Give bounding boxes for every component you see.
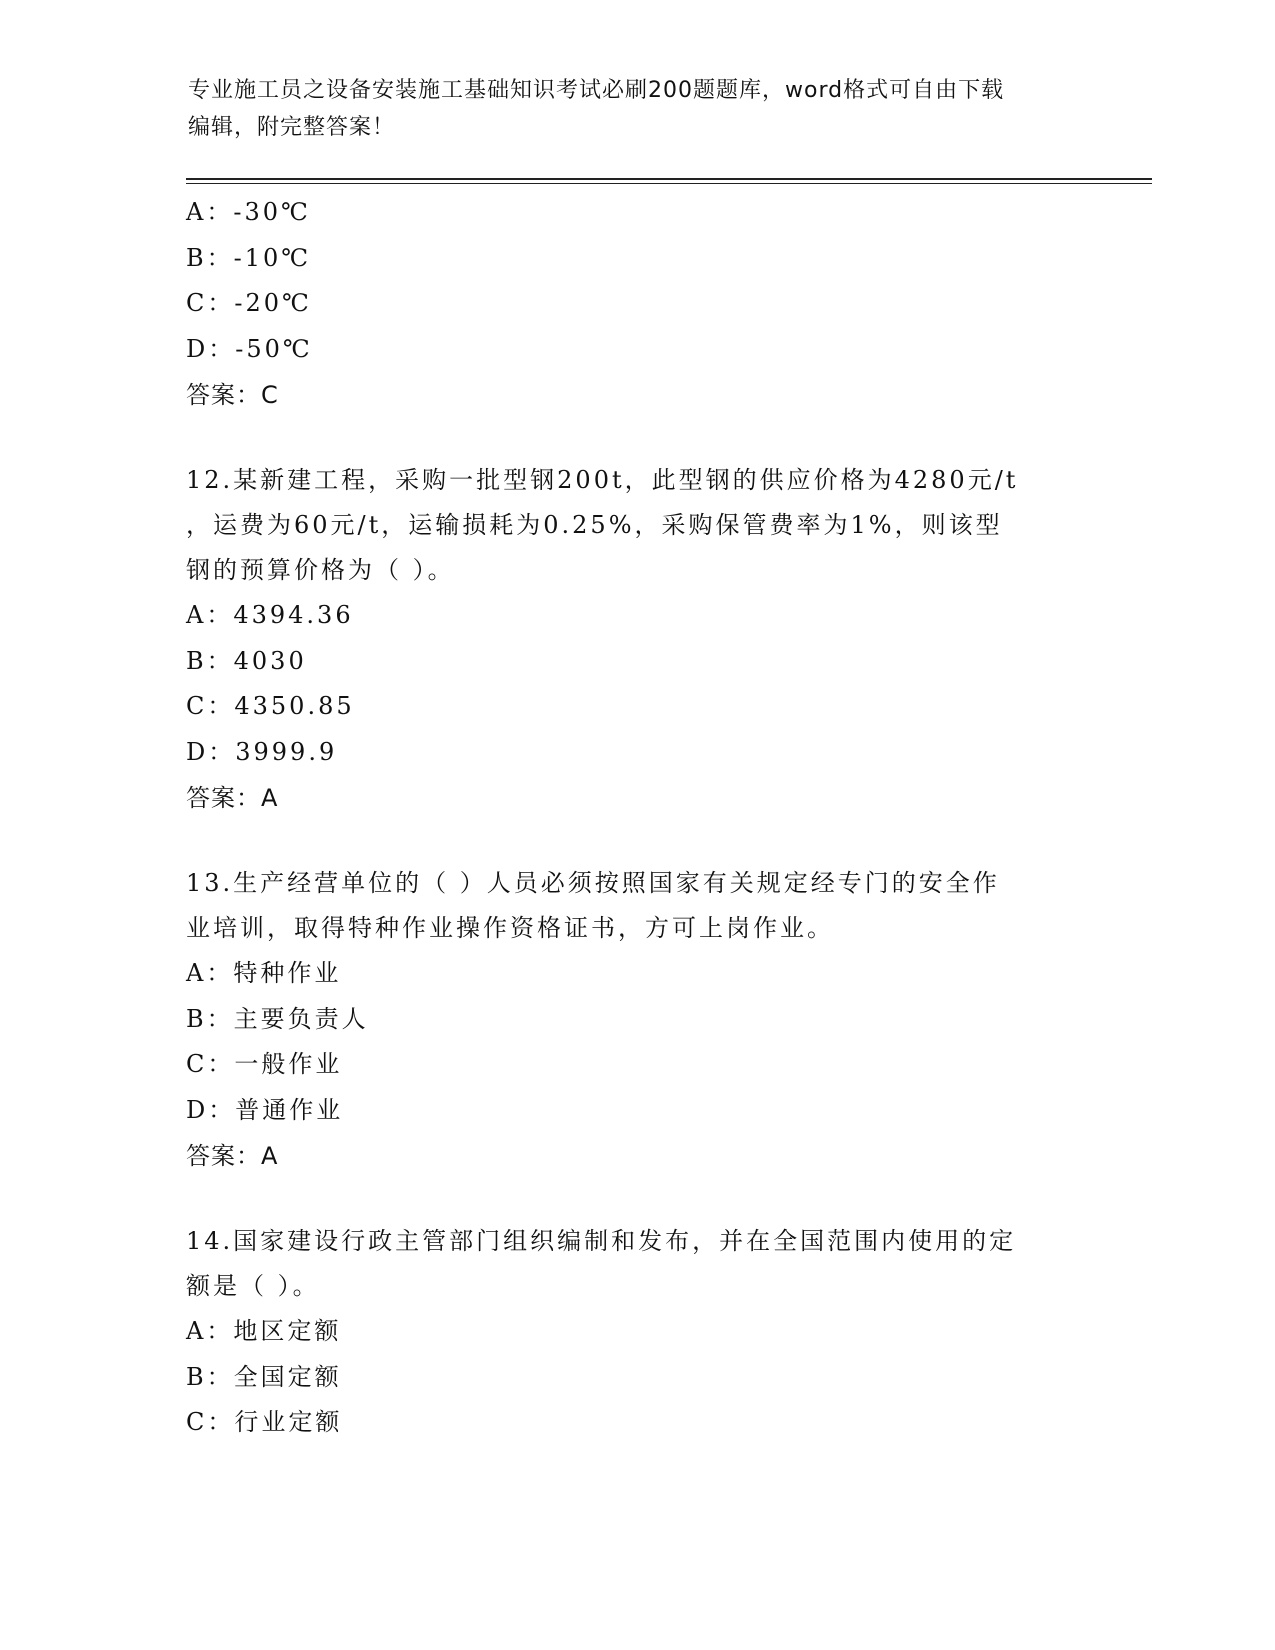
option-label: B： (186, 646, 234, 675)
answer: 答案：A (186, 784, 279, 812)
option-text: 全国定额 (233, 1362, 342, 1391)
header-title-line-2: 编辑，附完整答案！ (188, 115, 396, 140)
option-text: 一般作业 (234, 1050, 343, 1078)
option-label: C： (186, 1408, 235, 1436)
option-c (186, 281, 1086, 327)
document-header (188, 72, 1068, 146)
option-label: B： (186, 243, 234, 272)
option-a (186, 190, 1086, 236)
option-a (186, 1309, 1086, 1355)
stem-line: 额是（ ）。 (186, 1272, 320, 1300)
option-text: 行业定额 (234, 1408, 343, 1436)
option-text: -50℃ (235, 334, 313, 363)
option-text: 地区定额 (233, 1317, 342, 1345)
option-b (186, 236, 1086, 282)
option-label: B： (186, 1004, 234, 1033)
stem-line: 14.国家建设行政主管部门组织编制和发布，并在全国范围内使用的定 (186, 1227, 1017, 1255)
stem-line: 钢的预算价格为（ ）。 (186, 556, 455, 584)
option-text: 主要负责人 (233, 1004, 369, 1033)
answer: 答案：A (186, 1142, 279, 1170)
stem-line: 12.某新建工程，采购一批型钢200t，此型钢的供应价格为4280元/t (186, 466, 1019, 494)
question-11-continued (186, 190, 1086, 418)
option-a (186, 951, 1086, 997)
header-rule-thin (186, 183, 1152, 184)
option-b (186, 639, 1086, 685)
option-text: 4350.85 (234, 692, 355, 720)
stem-line: 业培训，取得特种作业操作资格证书，方可上岗作业。 (186, 914, 834, 942)
question-list (186, 190, 1086, 1446)
option-d (186, 1088, 1086, 1134)
option-label: C： (186, 1050, 235, 1078)
header-rule-thick (186, 178, 1152, 180)
stem-line: 13.生产经营单位的（ ）人员必须按照国家有关规定经专门的安全作 (186, 869, 1000, 897)
option-d (186, 730, 1086, 776)
option-text: 4394.36 (233, 601, 354, 629)
option-c (186, 1042, 1086, 1088)
option-text: -20℃ (234, 289, 312, 317)
option-a (186, 593, 1086, 639)
option-label: D： (186, 737, 236, 766)
option-label: C： (186, 289, 235, 317)
option-label: A： (186, 959, 234, 987)
option-text: 普通作业 (235, 1095, 344, 1124)
answer: 答案：C (186, 381, 279, 409)
option-c (186, 1400, 1086, 1446)
header-title-line-1: 专业施工员之设备安装施工基础知识考试必刷200题题库，word格式可自由下载 (188, 78, 1005, 103)
option-label: D： (186, 1095, 236, 1124)
option-label: C： (186, 692, 235, 720)
question-stem (186, 1219, 1086, 1309)
option-text: 4030 (233, 646, 307, 675)
question-stem (186, 861, 1086, 951)
option-d (186, 327, 1086, 373)
option-c (186, 684, 1086, 730)
option-label: D： (186, 334, 236, 363)
option-b (186, 997, 1086, 1043)
option-text: 特种作业 (233, 959, 342, 987)
option-label: A： (186, 198, 234, 226)
question-stem (186, 458, 1086, 593)
option-label: B： (186, 1362, 234, 1391)
option-text: -10℃ (233, 243, 312, 272)
question-13 (186, 861, 1086, 1179)
option-text: 3999.9 (235, 737, 338, 766)
option-b (186, 1355, 1086, 1401)
stem-line: ，运费为60元/t，运输损耗为0.25%，采购保管费率为1%，则该型 (186, 511, 1003, 539)
option-label: A： (186, 1317, 234, 1345)
question-12 (186, 458, 1086, 821)
question-14 (186, 1219, 1086, 1446)
option-label: A： (186, 601, 234, 629)
option-text: -30℃ (233, 198, 311, 226)
